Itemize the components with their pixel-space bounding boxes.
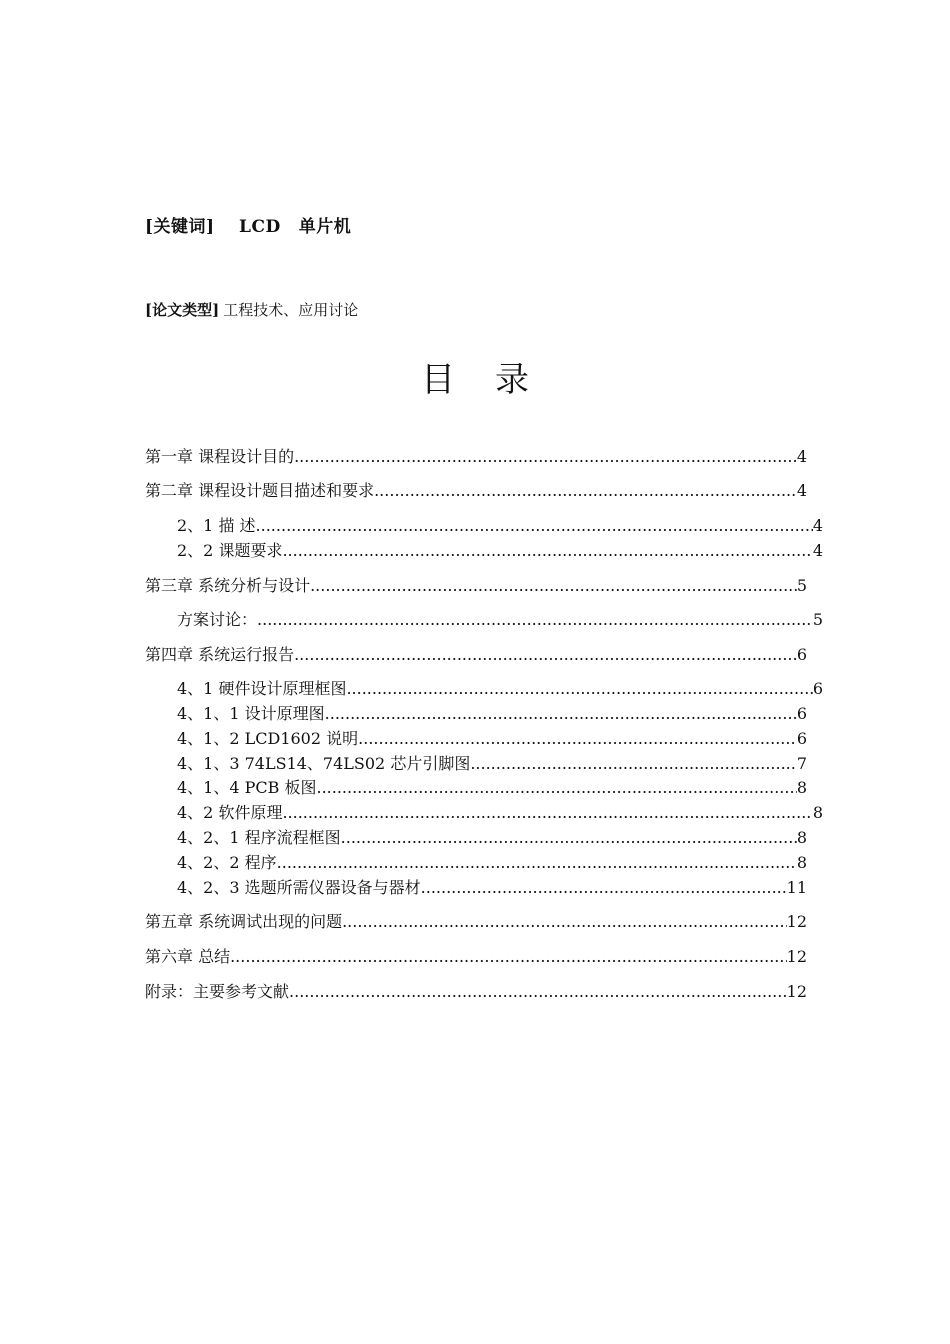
- toc-entry-page: 5: [812, 610, 823, 629]
- toc-entry-label: 2、1 描 述: [177, 516, 256, 535]
- toc-entry[interactable]: [177, 728, 807, 750]
- toc-leader-dots: [230, 946, 787, 968]
- toc-entry-label: 4、2 软件原理: [177, 803, 283, 822]
- keyword-term: 单片机: [298, 217, 352, 237]
- toc-entry[interactable]: [145, 911, 807, 933]
- toc-entry-label: 第一章 课程设计目的: [145, 447, 295, 466]
- toc-entry-page: 6: [812, 679, 823, 698]
- toc-entry-page: 8: [796, 778, 807, 797]
- toc-entry-label: 4、2、1 程序流程框图: [177, 828, 341, 847]
- toc-leader-dots: [341, 827, 797, 849]
- toc-entry-page: 5: [796, 576, 807, 595]
- toc-title: [0, 352, 950, 401]
- toc-entry-label: 第三章 系统分析与设计: [145, 576, 311, 595]
- toc-entry[interactable]: [177, 852, 807, 874]
- paper-type-label: [论文类型]: [145, 301, 220, 319]
- toc-entry[interactable]: [161, 515, 823, 537]
- toc-entry-label: 2、2 课题要求: [177, 541, 283, 560]
- keywords-line: [145, 212, 351, 237]
- toc-entry-label: 4、1 硬件设计原理框图: [177, 679, 347, 698]
- toc-entry-page: 6: [796, 704, 807, 723]
- toc-entry-label: 第四章 系统运行报告: [145, 645, 295, 664]
- toc-entry[interactable]: [161, 802, 823, 824]
- toc-entry-page: 4: [812, 541, 823, 560]
- toc-leader-dots: [282, 802, 812, 824]
- toc-entry-page: 6: [796, 645, 807, 664]
- toc-entry-label: 4、1、2 LCD1602 说明: [177, 729, 359, 748]
- toc-leader-dots: [421, 877, 787, 899]
- toc-leader-dots: [256, 515, 813, 537]
- toc-entry[interactable]: [145, 480, 807, 502]
- paper-type-line: [145, 299, 358, 320]
- toc-entry-page: 4: [812, 516, 823, 535]
- toc-leader-dots: [470, 753, 796, 775]
- toc-entry-page: 8: [796, 853, 807, 872]
- toc-leader-dots: [257, 609, 813, 631]
- toc-entry-page: 4: [796, 447, 807, 466]
- toc-entry-page: 12: [786, 947, 807, 966]
- toc-entry[interactable]: [161, 540, 823, 562]
- toc-leader-dots: [316, 777, 796, 799]
- toc-entry[interactable]: [161, 609, 823, 631]
- toc-entry[interactable]: [145, 946, 807, 968]
- toc-entry[interactable]: [145, 575, 807, 597]
- keywords-label: [关键词]: [145, 217, 215, 237]
- toc-entry[interactable]: [161, 678, 823, 700]
- toc-entry-label: 方案讨论：: [177, 610, 258, 629]
- toc-leader-dots: [289, 981, 787, 1003]
- toc-entry-page: 7: [796, 754, 807, 773]
- toc-entry-page: 8: [796, 828, 807, 847]
- toc-entry[interactable]: [177, 827, 807, 849]
- toc-entry[interactable]: [145, 644, 807, 666]
- toc-title-char: 录: [495, 360, 529, 400]
- toc-entry[interactable]: [177, 753, 807, 775]
- toc-leader-dots: [294, 446, 797, 468]
- toc-entry-label: 4、1、1 设计原理图: [177, 704, 325, 723]
- toc-entry-label: 附录：主要参考文献: [145, 982, 290, 1001]
- toc-leader-dots: [325, 703, 797, 725]
- toc-entry[interactable]: [145, 446, 807, 468]
- toc-entry-label: 4、2、2 程序: [177, 853, 277, 872]
- toc-title-char: 目: [421, 360, 455, 400]
- toc-entry-label: 第五章 系统调试出现的问题: [145, 912, 343, 931]
- toc-entry-page: 11: [786, 878, 807, 897]
- toc-entry[interactable]: [145, 981, 807, 1003]
- toc-entry[interactable]: [177, 777, 807, 799]
- toc-entry-page: 12: [786, 982, 807, 1001]
- paper-type-value: 工程技术、应用讨论: [223, 301, 359, 319]
- toc-entry-label: 4、2、3 选题所需仪器设备与器材: [177, 878, 421, 897]
- toc-leader-dots: [346, 678, 812, 700]
- toc-entry[interactable]: [177, 703, 807, 725]
- toc-leader-dots: [282, 540, 812, 562]
- toc-entry-label: 4、1、4 PCB 板图: [177, 778, 317, 797]
- toc-leader-dots: [294, 644, 797, 666]
- toc-entry-page: 4: [796, 481, 807, 500]
- toc-leader-dots: [310, 575, 797, 597]
- toc-entry-page: 6: [796, 729, 807, 748]
- toc-leader-dots: [358, 728, 797, 750]
- keyword-term: LCD: [239, 217, 281, 237]
- toc-leader-dots: [277, 852, 797, 874]
- toc-entry-page: 8: [812, 803, 823, 822]
- toc-leader-dots: [342, 911, 787, 933]
- toc-entry-label: 第六章 总结: [145, 947, 231, 966]
- toc-entry-label: 4、1、3 74LS14、74LS02 芯片引脚图: [177, 754, 471, 773]
- toc-entry-label: 第二章 课程设计题目描述和要求: [145, 481, 375, 500]
- toc-entry-page: 12: [786, 912, 807, 931]
- toc-entry[interactable]: [177, 877, 807, 899]
- toc-leader-dots: [374, 480, 797, 502]
